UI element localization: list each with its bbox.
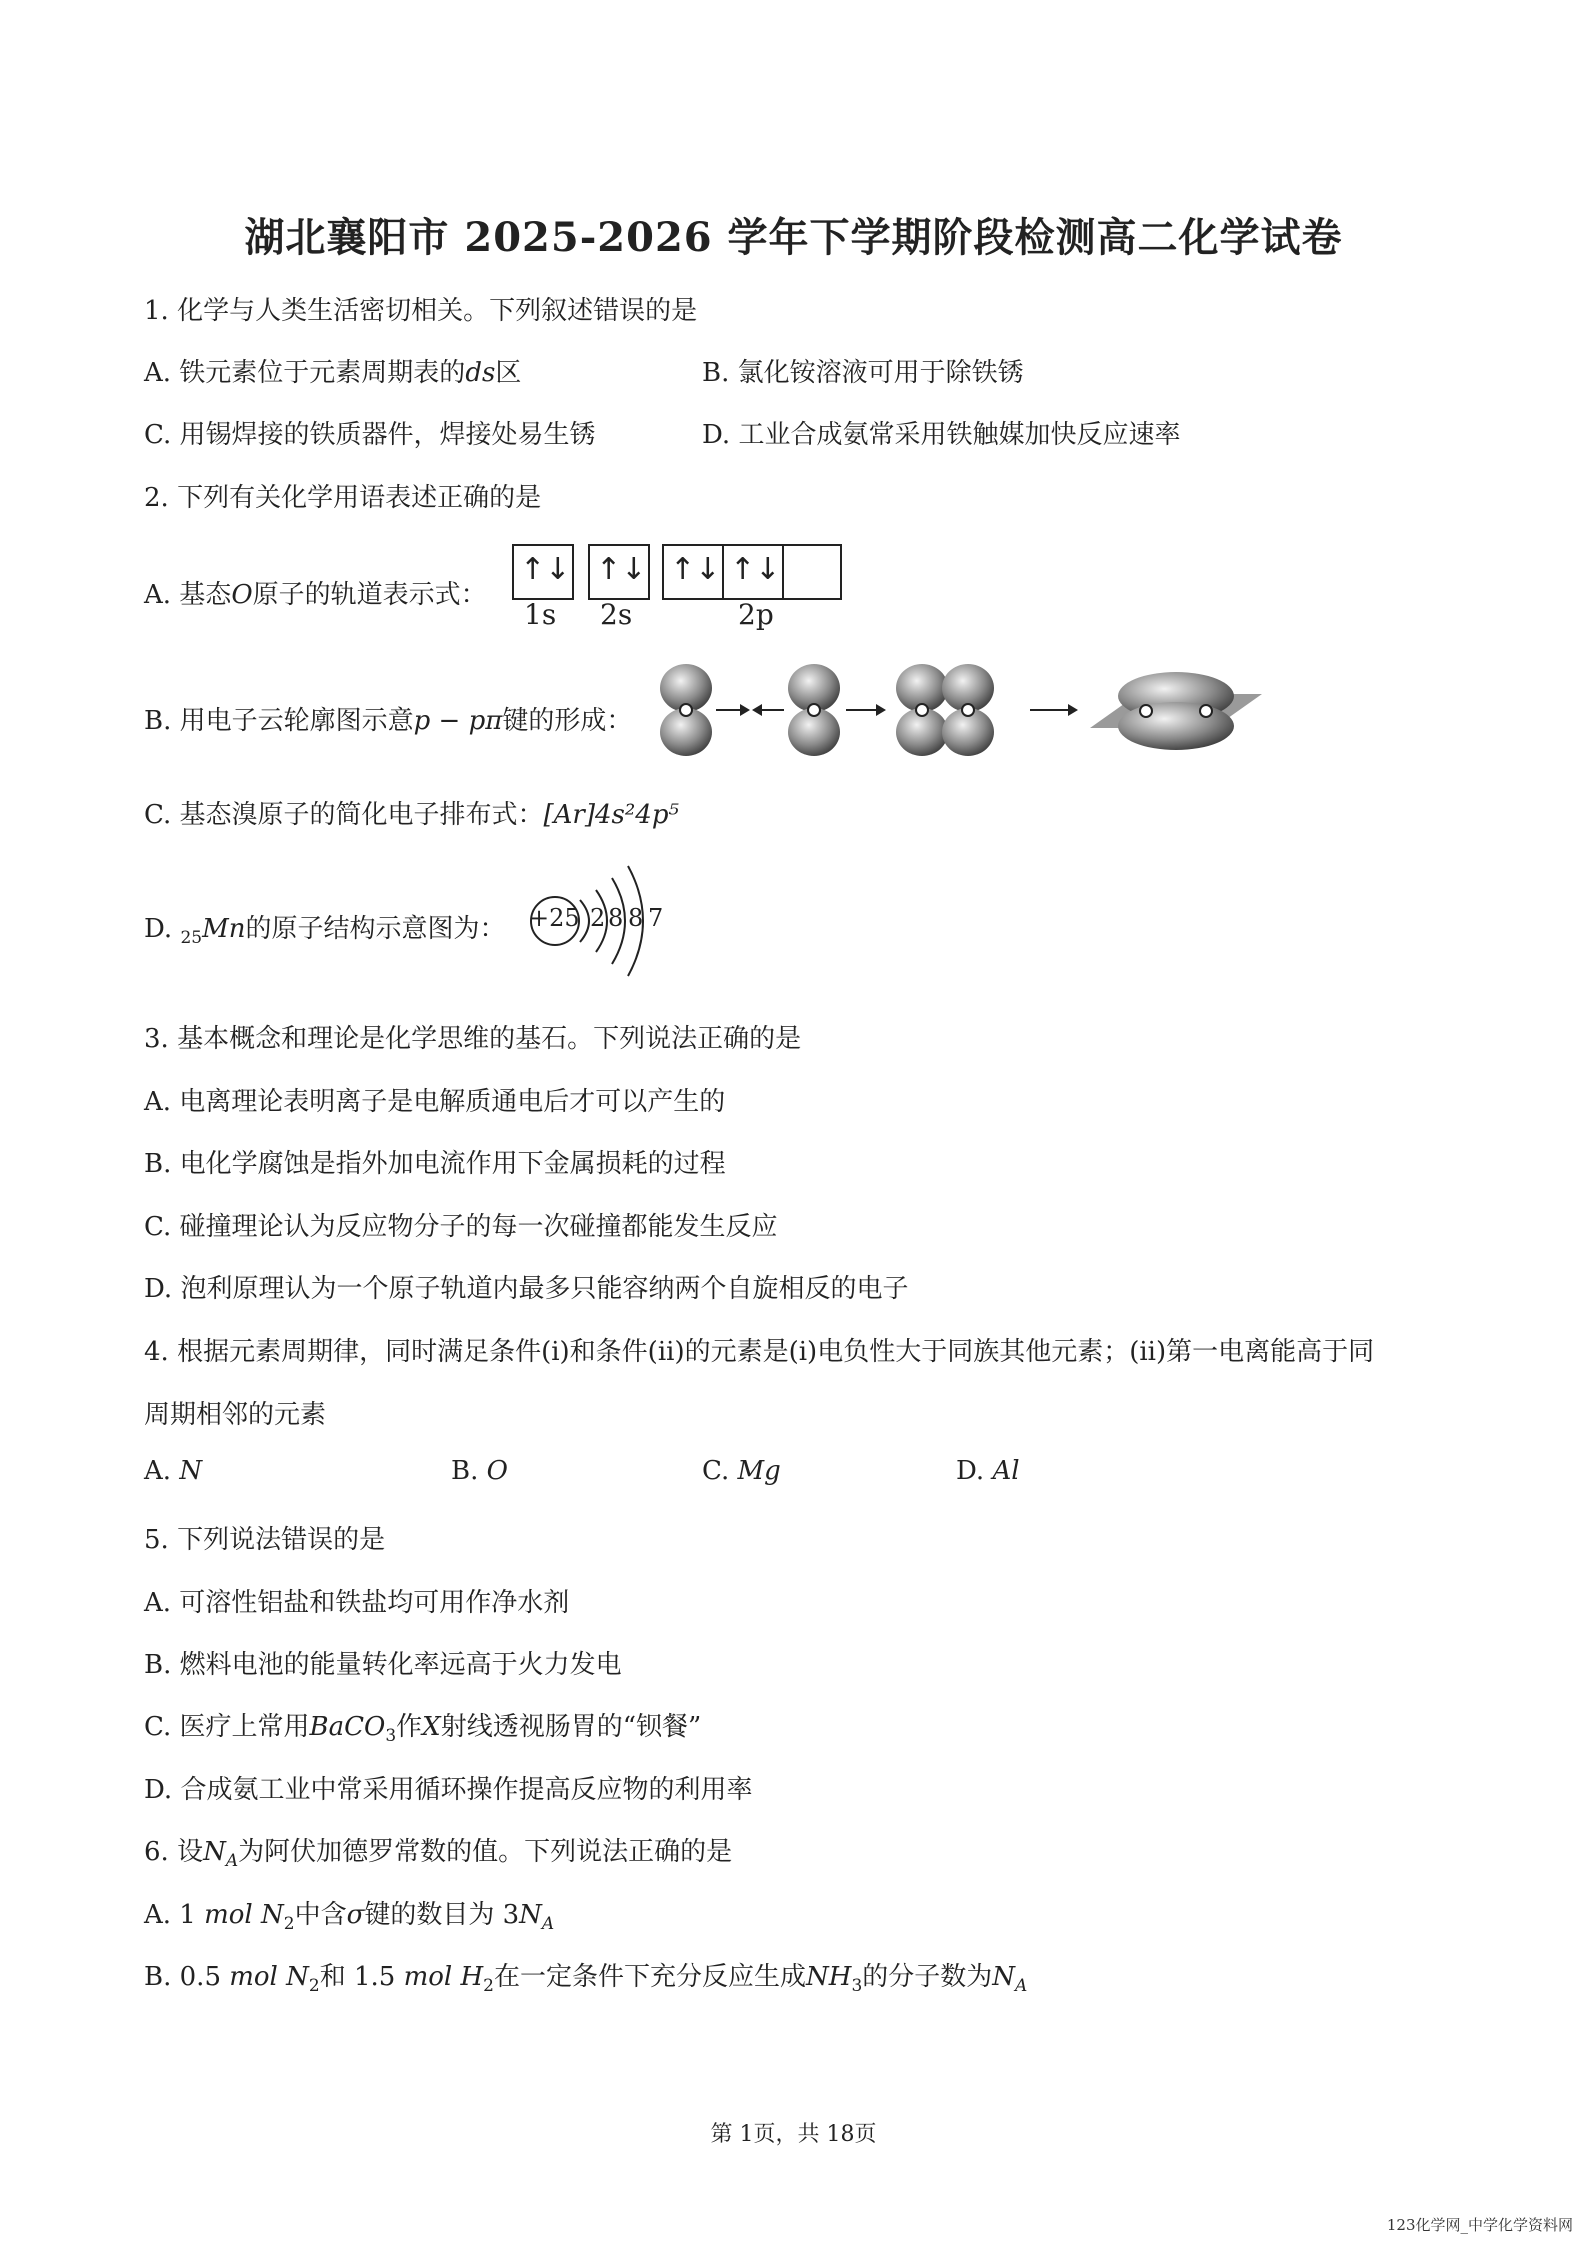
q6-option-a: A. 1 mol $N_2$中含σ键的数目为 $3N_A$ bbox=[144, 1900, 555, 1935]
q4-option-d: D. Al bbox=[956, 1456, 1020, 1486]
orbital-electrons-1s: ↑↓ bbox=[520, 552, 571, 587]
page-footer: 第 1页，共 18页 bbox=[710, 2122, 877, 2147]
arrow-right-icon bbox=[1030, 704, 1078, 716]
orbital-label-2p: 2p bbox=[738, 598, 774, 631]
q2-option-c: C. 基态溴原子的简化电子排布式：[Ar]4s²4p⁵ bbox=[144, 800, 679, 830]
q2-stem: 2. 下列有关化学用语表述正确的是 bbox=[144, 483, 542, 513]
q5-option-a: A. 可溶性铝盐和铁盐均可用作净水剂 bbox=[144, 1588, 570, 1618]
watermark: 123化学网_中学化学资料网 bbox=[1386, 2216, 1573, 2234]
p-orbital-right-icon bbox=[788, 664, 840, 756]
arrow-right-icon bbox=[716, 704, 750, 716]
q4-stem-line1: 4. 根据元素周期律，同时满足条件(i)和条件(ii)的元素是(i)电负性大于同族其他元素；(ii)第一电离能高于同 bbox=[144, 1337, 1375, 1367]
q4-option-b: B. O bbox=[451, 1456, 508, 1486]
q5-option-b: B. 燃料电池的能量转化率远高于火力发电 bbox=[144, 1650, 622, 1680]
q1-option-d: D. 工业合成氨常采用铁触媒加快反应速率 bbox=[702, 420, 1181, 450]
q1-option-b: B. 氯化铵溶液可用于除铁锈 bbox=[702, 358, 1024, 388]
orbital-label-2s: 2s bbox=[600, 598, 633, 631]
q6-option-b: B. 0.5 mol $N_2$和 1.5 mol $H_2$在一定条件下充分反应生成$NH_3$的分子数为$N_A$ bbox=[144, 1962, 1028, 1997]
q1-stem: 1. 化学与人类生活密切相关。下列叙述错误的是 bbox=[144, 296, 698, 326]
q5-stem: 5. 下列说法错误的是 bbox=[144, 1525, 386, 1555]
shell-count-4: 7 bbox=[648, 904, 664, 932]
q3-option-d: D. 泡利原理认为一个原子轨道内最多只能容纳两个自旋相反的电子 bbox=[144, 1274, 909, 1304]
q2-option-d: D. $_{25}$Mn的原子结构示意图为： bbox=[144, 914, 506, 949]
q4-option-a: A. N bbox=[144, 1456, 203, 1486]
q1-option-a: A. 铁元素位于元素周期表的ds区 bbox=[144, 358, 522, 388]
orbital-electrons-2s: ↑↓ bbox=[596, 552, 647, 587]
q5-option-c: C. 医疗上常用BaCO$_3$作X射线透视肠胃的“钡餐” bbox=[144, 1712, 702, 1747]
orbital-electrons-2p-1: ↑↓ bbox=[670, 552, 721, 587]
q4-stem-line2: 周期相邻的元素 bbox=[144, 1400, 327, 1430]
shell-count-3: 8 bbox=[628, 904, 644, 932]
q3-stem: 3. 基本概念和理论是化学思维的基石。下列说法正确的是 bbox=[144, 1024, 802, 1054]
shell-count-1: 2 bbox=[590, 904, 606, 932]
arrow-left-icon bbox=[752, 704, 784, 716]
q3-option-c: C. 碰撞理论认为反应物分子的每一次碰撞都能发生反应 bbox=[144, 1212, 778, 1242]
q2-option-a: A. 基态O原子的轨道表示式： bbox=[144, 580, 487, 610]
q3-option-b: B. 电化学腐蚀是指外加电流作用下金属损耗的过程 bbox=[144, 1149, 726, 1179]
p-p-pi-bond-diagram bbox=[650, 660, 1270, 760]
pi-bond-cloud-icon bbox=[1090, 672, 1262, 750]
q5-option-d: D. 合成氨工业中常采用循环操作提高反应物的利用率 bbox=[144, 1775, 753, 1805]
overlapping-orbitals-icon bbox=[896, 664, 994, 756]
orbital-electrons-2p-2: ↑↓ bbox=[730, 552, 781, 587]
p-orbital-left-icon bbox=[660, 664, 712, 756]
shell-count-2: 8 bbox=[608, 904, 624, 932]
nucleus-charge: +25 bbox=[529, 904, 580, 932]
q4-option-c: C. Mg bbox=[702, 1456, 781, 1486]
arrow-right-icon bbox=[846, 704, 886, 716]
q2-option-b: B. 用电子云轮廓图示意p − pπ键的形成： bbox=[144, 706, 633, 736]
q3-option-a: A. 电离理论表明离子是电解质通电后才可以产生的 bbox=[144, 1087, 726, 1117]
orbital-label-1s: 1s bbox=[524, 598, 557, 631]
q1-option-c: C. 用锡焊接的铁质器件，焊接处易生锈 bbox=[144, 420, 596, 450]
q6-stem: 6. 设$N_A$为阿伏加德罗常数的值。下列说法正确的是 bbox=[144, 1837, 733, 1872]
page-title: 湖北襄阳市 2025-2026 学年下学期阶段检测高二化学试卷 bbox=[244, 214, 1343, 261]
